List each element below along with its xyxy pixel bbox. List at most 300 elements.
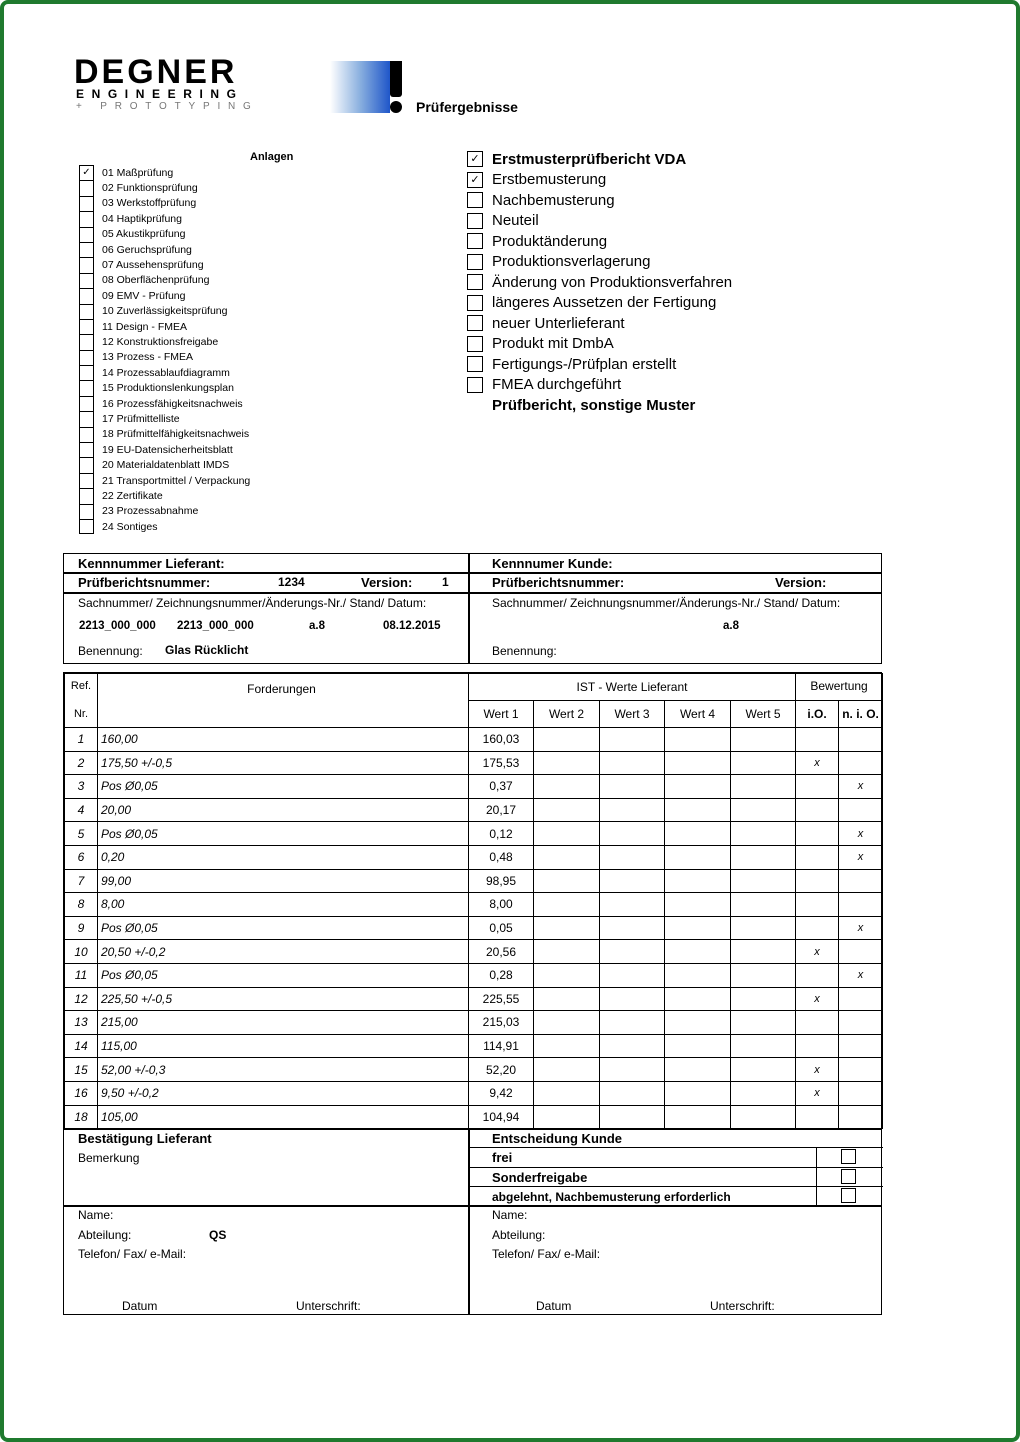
- supplier-department-label: Abteilung:: [78, 1228, 132, 1242]
- row-number[interactable]: 7: [65, 869, 98, 893]
- decision-line: [468, 1147, 883, 1148]
- report-type-checkbox[interactable]: [467, 315, 483, 331]
- logo-exclamation-icon: [390, 61, 402, 97]
- report-type-label: Nachbemusterung: [492, 191, 615, 209]
- anlage-item[interactable]: [79, 211, 339, 226]
- value2-cell[interactable]: [534, 1081, 600, 1105]
- report-type-checkbox[interactable]: ✓: [467, 172, 483, 188]
- supplier-confirmation-title: Bestätigung Lieferant: [78, 1131, 212, 1146]
- anlage-label: 03 Werkstoffprüfung: [102, 197, 197, 210]
- report-type-item[interactable]: [467, 354, 797, 375]
- report-type-checkbox[interactable]: [467, 336, 483, 352]
- anlage-item[interactable]: [79, 473, 339, 488]
- value2-cell[interactable]: [534, 728, 600, 752]
- value1-cell[interactable]: 52,20: [469, 1058, 534, 1082]
- supplier-contact-label: Telefon/ Fax/ e-Mail:: [78, 1247, 187, 1261]
- anlage-item[interactable]: [79, 242, 339, 257]
- anlage-checkbox[interactable]: [79, 411, 94, 426]
- value5-cell[interactable]: [731, 1105, 796, 1129]
- report-type-checklist: [467, 149, 797, 416]
- report-type-checkbox[interactable]: [467, 377, 483, 393]
- report-type-label: neuer Unterlieferant: [492, 314, 625, 332]
- report-type-item[interactable]: [467, 170, 797, 191]
- value5-cell[interactable]: [731, 775, 796, 799]
- logo-line2: ENGINEERING: [76, 87, 244, 101]
- anlage-checkbox[interactable]: [79, 365, 94, 380]
- report-type-item[interactable]: [467, 375, 797, 396]
- report-type-item[interactable]: [467, 334, 797, 355]
- requirement-cell[interactable]: Pos Ø0,05: [98, 775, 469, 799]
- value3-cell[interactable]: [600, 1105, 665, 1129]
- release-free-label: frei: [492, 1150, 513, 1165]
- value3-cell[interactable]: [600, 822, 665, 846]
- rating-header: Bewertung: [796, 674, 883, 701]
- anlage-item[interactable]: [79, 380, 339, 395]
- anlage-checkbox[interactable]: ✓: [79, 165, 94, 180]
- report-type-item[interactable]: [467, 252, 797, 273]
- drawing-number-value[interactable]: 2213_000_000: [177, 620, 254, 632]
- nio-cell[interactable]: [839, 1011, 883, 1035]
- value3-cell[interactable]: [600, 798, 665, 822]
- anlage-checkbox[interactable]: [79, 288, 94, 303]
- anlage-checkbox[interactable]: [79, 519, 94, 534]
- value4-cell[interactable]: [665, 751, 731, 775]
- nio-cell[interactable]: [839, 893, 883, 917]
- nio-cell[interactable]: [839, 869, 883, 893]
- nio-cell[interactable]: [839, 1034, 883, 1058]
- value1-cell[interactable]: 215,03: [469, 1011, 534, 1035]
- report-type-checkbox[interactable]: ✓: [467, 151, 483, 167]
- report-type-label: Produktänderung: [492, 232, 608, 250]
- value4-cell[interactable]: [665, 822, 731, 846]
- value4-cell[interactable]: [665, 963, 731, 987]
- table-row: [65, 1034, 883, 1058]
- anlage-checkbox[interactable]: [79, 350, 94, 365]
- anlage-label: 19 EU-Datensicherheitsblatt: [102, 443, 233, 456]
- anlage-checkbox[interactable]: [79, 473, 94, 488]
- value4-cell[interactable]: [665, 728, 731, 752]
- requirement-cell[interactable]: Pos Ø0,05: [98, 822, 469, 846]
- anlage-checkbox[interactable]: [79, 504, 94, 519]
- anlage-checkbox[interactable]: [79, 488, 94, 503]
- value1-cell[interactable]: 0,37: [469, 775, 534, 799]
- nio-cell[interactable]: x: [839, 916, 883, 940]
- row-number[interactable]: 11: [65, 963, 98, 987]
- io-cell[interactable]: [796, 916, 839, 940]
- table-row: [65, 963, 883, 987]
- value1-cell[interactable]: 20,56: [469, 940, 534, 964]
- value4-cell[interactable]: [665, 845, 731, 869]
- report-type-checkbox[interactable]: [467, 192, 483, 208]
- report-type-item[interactable]: [467, 293, 797, 314]
- row-number[interactable]: 13: [65, 1011, 98, 1035]
- report-type-checkbox[interactable]: [467, 213, 483, 229]
- requirement-cell[interactable]: 20,00: [98, 798, 469, 822]
- row-number[interactable]: 3: [65, 775, 98, 799]
- customer-contact-label: Telefon/ Fax/ e-Mail:: [492, 1247, 601, 1261]
- nio-cell[interactable]: [839, 940, 883, 964]
- row-number[interactable]: 16: [65, 1081, 98, 1105]
- io-cell[interactable]: [796, 893, 839, 917]
- requirement-cell[interactable]: 52,00 +/-0,3: [98, 1058, 469, 1082]
- io-cell[interactable]: [796, 845, 839, 869]
- value5-cell[interactable]: [731, 869, 796, 893]
- value5-cell[interactable]: [731, 822, 796, 846]
- value2-cell[interactable]: [534, 869, 600, 893]
- info-divider: [468, 554, 470, 663]
- date-value[interactable]: 08.12.2015: [383, 620, 441, 632]
- requirement-cell[interactable]: 9,50 +/-0,2: [98, 1081, 469, 1105]
- nio-cell[interactable]: [839, 751, 883, 775]
- value4-cell[interactable]: [665, 869, 731, 893]
- io-cell[interactable]: [796, 822, 839, 846]
- io-header: i.O.: [796, 701, 839, 728]
- designation-value[interactable]: Glas Rücklicht: [165, 643, 249, 657]
- row-number[interactable]: 8: [65, 893, 98, 917]
- anlage-item[interactable]: [79, 427, 339, 442]
- anlage-item[interactable]: [79, 257, 339, 272]
- anlage-checkbox[interactable]: [79, 427, 94, 442]
- nr-header: Nr.: [65, 701, 98, 728]
- part-number-value[interactable]: 2213_000_000: [79, 620, 156, 632]
- anlage-checkbox[interactable]: [79, 273, 94, 288]
- value5-cell[interactable]: [731, 728, 796, 752]
- value2-cell[interactable]: [534, 751, 600, 775]
- anlage-label: 14 Prozessablaufdiagramm: [102, 366, 230, 379]
- row-number[interactable]: 6: [65, 845, 98, 869]
- requirement-cell[interactable]: 175,50 +/-0,5: [98, 751, 469, 775]
- nio-cell[interactable]: [839, 798, 883, 822]
- nio-cell[interactable]: [839, 1058, 883, 1082]
- requirement-cell[interactable]: Pos Ø0,05: [98, 916, 469, 940]
- rejected-checkbox[interactable]: [841, 1188, 856, 1203]
- value3-cell[interactable]: [600, 1058, 665, 1082]
- anlage-checkbox[interactable]: [79, 442, 94, 457]
- anlage-checkbox[interactable]: [79, 211, 94, 226]
- anlage-item[interactable]: [79, 457, 339, 472]
- io-cell[interactable]: x: [796, 1058, 839, 1082]
- value4-cell[interactable]: [665, 1011, 731, 1035]
- row-number[interactable]: 10: [65, 940, 98, 964]
- report-type-checkbox[interactable]: [467, 295, 483, 311]
- anlage-checkbox[interactable]: [79, 457, 94, 472]
- value2-cell[interactable]: [534, 822, 600, 846]
- anlage-label: 07 Aussehensprüfung: [102, 259, 204, 272]
- value3-cell[interactable]: [600, 869, 665, 893]
- value3-cell[interactable]: [600, 775, 665, 799]
- value3-cell[interactable]: [600, 1011, 665, 1035]
- nio-cell[interactable]: x: [839, 963, 883, 987]
- report-type-label: Produkt mit DmbA: [492, 335, 614, 353]
- value1-cell[interactable]: 0,48: [469, 845, 534, 869]
- nio-cell[interactable]: x: [839, 775, 883, 799]
- value5-cell[interactable]: [731, 893, 796, 917]
- table-row: [65, 893, 883, 917]
- value3-cell[interactable]: [600, 751, 665, 775]
- row-number[interactable]: 1: [65, 728, 98, 752]
- value2-cell[interactable]: [534, 1034, 600, 1058]
- value1-cell[interactable]: 225,55: [469, 987, 534, 1011]
- table-row: [65, 916, 883, 940]
- anlage-checkbox[interactable]: [79, 334, 94, 349]
- anlage-item[interactable]: [79, 288, 339, 303]
- value1-cell[interactable]: 8,00: [469, 893, 534, 917]
- info-row-line: [64, 592, 881, 594]
- part-number-label: Sachnummer/ Zeichnungsnummer/Änderungs-Nr./ Stand/ Datum:: [78, 596, 427, 610]
- anlage-checkbox[interactable]: [79, 304, 94, 319]
- nio-cell[interactable]: [839, 987, 883, 1011]
- io-cell[interactable]: x: [796, 1081, 839, 1105]
- table-row: [65, 751, 883, 775]
- value4-cell[interactable]: [665, 1081, 731, 1105]
- value5-cell[interactable]: [731, 1081, 796, 1105]
- anlage-item[interactable]: [79, 411, 339, 426]
- table-row: [65, 869, 883, 893]
- row-number[interactable]: 12: [65, 987, 98, 1011]
- value3-cell[interactable]: [600, 916, 665, 940]
- anlage-item[interactable]: [79, 227, 339, 242]
- io-cell[interactable]: x: [796, 987, 839, 1011]
- value3-cell[interactable]: [600, 1081, 665, 1105]
- anlage-item[interactable]: [79, 165, 339, 180]
- value1-cell[interactable]: 104,94: [469, 1105, 534, 1129]
- report-type-item[interactable]: [467, 313, 797, 334]
- value3-cell[interactable]: [600, 940, 665, 964]
- anlage-item[interactable]: [79, 319, 339, 334]
- row-number[interactable]: 14: [65, 1034, 98, 1058]
- logo-line3: + PROTOTYPING: [76, 101, 259, 112]
- anlage-item[interactable]: [79, 350, 339, 365]
- io-cell[interactable]: x: [796, 751, 839, 775]
- report-type-item[interactable]: [467, 149, 797, 170]
- customer-name-label: Name:: [492, 1208, 528, 1222]
- value1-cell[interactable]: 175,53: [469, 751, 534, 775]
- value4-cell[interactable]: [665, 916, 731, 940]
- anlage-item[interactable]: [79, 488, 339, 503]
- anlage-checkbox[interactable]: [79, 180, 94, 195]
- customer-department-label: Abteilung:: [492, 1228, 546, 1242]
- value5-cell[interactable]: [731, 1058, 796, 1082]
- value2-cell[interactable]: [534, 916, 600, 940]
- customer-part-number-label: Sachnummer/ Zeichnungsnummer/Änderungs-Nr./ Stand/ Datum:: [492, 596, 841, 610]
- value1-cell[interactable]: 98,95: [469, 869, 534, 893]
- value2-cell[interactable]: [534, 940, 600, 964]
- supplier-department-value[interactable]: QS: [209, 1228, 227, 1242]
- anlage-item[interactable]: [79, 365, 339, 380]
- anlage-label: 05 Akustikprüfung: [102, 228, 186, 241]
- nio-cell[interactable]: [839, 1081, 883, 1105]
- customer-designation-label: Benennung:: [492, 644, 557, 658]
- value5-cell[interactable]: [731, 987, 796, 1011]
- anlage-label: 15 Produktionslenkungsplan: [102, 382, 234, 395]
- anlage-checkbox[interactable]: [79, 196, 94, 211]
- version-value[interactable]: 1: [442, 575, 449, 589]
- row-number[interactable]: 18: [65, 1105, 98, 1129]
- requirement-cell[interactable]: 99,00: [98, 869, 469, 893]
- value5-cell[interactable]: [731, 963, 796, 987]
- value4-cell[interactable]: [665, 893, 731, 917]
- value4-cell[interactable]: [665, 1034, 731, 1058]
- supplier-name-label: Name:: [78, 1208, 114, 1222]
- report-type-label: Neuteil: [492, 212, 539, 230]
- special-release-checkbox[interactable]: [841, 1169, 856, 1184]
- nio-cell[interactable]: x: [839, 845, 883, 869]
- anlage-checkbox[interactable]: [79, 227, 94, 242]
- requirement-cell[interactable]: 160,00: [98, 728, 469, 752]
- nio-cell[interactable]: x: [839, 822, 883, 846]
- value1-cell[interactable]: 9,42: [469, 1081, 534, 1105]
- anlage-item[interactable]: [79, 304, 339, 319]
- value4-cell[interactable]: [665, 1058, 731, 1082]
- report-type-item[interactable]: [467, 272, 797, 293]
- report-type-checkbox[interactable]: [467, 274, 483, 290]
- row-number[interactable]: 2: [65, 751, 98, 775]
- release-free-checkbox[interactable]: [841, 1149, 856, 1164]
- report-type-label: FMEA durchgeführt: [492, 376, 622, 394]
- value1-header: Wert 1: [469, 701, 534, 728]
- customer-report-number-label: Prüfberichtsnummer:: [492, 575, 625, 590]
- value5-cell[interactable]: [731, 845, 796, 869]
- io-cell[interactable]: [796, 775, 839, 799]
- requirement-cell[interactable]: Pos Ø0,05: [98, 963, 469, 987]
- report-number-value[interactable]: 1234: [278, 575, 305, 589]
- anlage-label: 06 Geruchsprüfung: [102, 243, 192, 256]
- anlage-item[interactable]: [79, 442, 339, 457]
- anlage-checkbox[interactable]: [79, 396, 94, 411]
- value5-cell[interactable]: [731, 916, 796, 940]
- anlage-checkbox[interactable]: [79, 319, 94, 334]
- value2-cell[interactable]: [534, 845, 600, 869]
- value2-cell[interactable]: [534, 1011, 600, 1035]
- value3-cell[interactable]: [600, 845, 665, 869]
- nio-cell[interactable]: [839, 728, 883, 752]
- value2-cell[interactable]: [534, 1058, 600, 1082]
- anlage-label: 12 Konstruktionsfreigabe: [102, 335, 219, 348]
- anlage-item[interactable]: [79, 273, 339, 288]
- value2-cell[interactable]: [534, 893, 600, 917]
- report-type-item[interactable]: [467, 231, 797, 252]
- info-table: [63, 553, 882, 664]
- value5-cell[interactable]: [731, 798, 796, 822]
- customer-date-label: Datum: [536, 1299, 572, 1313]
- value2-cell[interactable]: [534, 775, 600, 799]
- report-type-checkbox[interactable]: [467, 356, 483, 372]
- value5-cell[interactable]: [731, 1034, 796, 1058]
- value1-cell[interactable]: 160,03: [469, 728, 534, 752]
- value3-cell[interactable]: [600, 987, 665, 1011]
- row-number[interactable]: 4: [65, 798, 98, 822]
- value4-cell[interactable]: [665, 987, 731, 1011]
- supplier-id-label: Kennnummer Lieferant:: [78, 556, 225, 571]
- report-type-label: längeres Aussetzen der Fertigung: [492, 294, 717, 312]
- value2-cell[interactable]: [534, 987, 600, 1011]
- anlage-item[interactable]: [79, 180, 339, 195]
- requirements-header: Forderungen: [98, 674, 469, 728]
- report-type-checkbox[interactable]: [467, 233, 483, 249]
- requirement-cell[interactable]: 8,00: [98, 893, 469, 917]
- io-cell[interactable]: [796, 963, 839, 987]
- row-number[interactable]: 9: [65, 916, 98, 940]
- anlage-label: 04 Haptikprüfung: [102, 212, 182, 225]
- value2-cell[interactable]: [534, 798, 600, 822]
- requirement-cell[interactable]: 20,50 +/-0,2: [98, 940, 469, 964]
- io-cell[interactable]: x: [796, 940, 839, 964]
- anlage-label: 22 Zertifikate: [102, 489, 163, 502]
- value3-cell[interactable]: [600, 963, 665, 987]
- value3-cell[interactable]: [600, 728, 665, 752]
- table-row: [65, 987, 883, 1011]
- requirement-cell[interactable]: 0,20: [98, 845, 469, 869]
- customer-revision-value[interactable]: a.8: [723, 620, 739, 632]
- io-cell[interactable]: [796, 728, 839, 752]
- anlage-item[interactable]: [79, 396, 339, 411]
- anlage-checkbox[interactable]: [79, 380, 94, 395]
- requirement-cell[interactable]: 225,50 +/-0,5: [98, 987, 469, 1011]
- value5-cell[interactable]: [731, 751, 796, 775]
- value5-cell[interactable]: [731, 940, 796, 964]
- remark-label: Bemerkung: [78, 1151, 140, 1165]
- value2-cell[interactable]: [534, 1105, 600, 1129]
- anlage-item[interactable]: [79, 519, 339, 534]
- io-cell[interactable]: [796, 1011, 839, 1035]
- report-type-label: Erstbemusterung: [492, 171, 607, 189]
- requirement-cell[interactable]: 105,00: [98, 1105, 469, 1129]
- value1-cell[interactable]: 114,91: [469, 1034, 534, 1058]
- value3-cell[interactable]: [600, 1034, 665, 1058]
- row-number[interactable]: 5: [65, 822, 98, 846]
- value2-cell[interactable]: [534, 963, 600, 987]
- anlage-label: 17 Prüfmittelliste: [102, 412, 180, 425]
- report-type-label: Fertigungs-/Prüfplan erstellt: [492, 355, 677, 373]
- report-type-footer: [467, 395, 797, 416]
- value4-cell[interactable]: [665, 775, 731, 799]
- report-type-item[interactable]: [467, 190, 797, 211]
- measurement-table: [63, 672, 882, 1130]
- nio-cell[interactable]: [839, 1105, 883, 1129]
- anlage-item[interactable]: [79, 334, 339, 349]
- anlage-checkbox[interactable]: [79, 257, 94, 272]
- io-cell[interactable]: [796, 798, 839, 822]
- io-cell[interactable]: [796, 1034, 839, 1058]
- value1-cell[interactable]: 0,05: [469, 916, 534, 940]
- revision-value[interactable]: a.8: [309, 620, 325, 632]
- value1-cell[interactable]: 0,12: [469, 822, 534, 846]
- requirement-cell[interactable]: 215,00: [98, 1011, 469, 1035]
- anlage-item[interactable]: [79, 196, 339, 211]
- value4-cell[interactable]: [665, 1105, 731, 1129]
- table-row: [65, 822, 883, 846]
- anlage-label: 24 Sontiges: [102, 520, 158, 533]
- anlage-checkbox[interactable]: [79, 242, 94, 257]
- value4-cell[interactable]: [665, 940, 731, 964]
- value1-cell[interactable]: 20,17: [469, 798, 534, 822]
- value1-cell[interactable]: 0,28: [469, 963, 534, 987]
- value3-cell[interactable]: [600, 893, 665, 917]
- version-label: Version:: [361, 575, 413, 590]
- io-cell[interactable]: [796, 1105, 839, 1129]
- row-number[interactable]: 15: [65, 1058, 98, 1082]
- value4-cell[interactable]: [665, 798, 731, 822]
- table-row: [65, 728, 883, 752]
- anlage-label: 16 Prozessfähigkeitsnachweis: [102, 397, 243, 410]
- anlage-item[interactable]: [79, 504, 339, 519]
- report-type-checkbox[interactable]: [467, 254, 483, 270]
- report-type-item[interactable]: [467, 211, 797, 232]
- value5-cell[interactable]: [731, 1011, 796, 1035]
- requirement-cell[interactable]: 115,00: [98, 1034, 469, 1058]
- table-row: [65, 1081, 883, 1105]
- io-cell[interactable]: [796, 869, 839, 893]
